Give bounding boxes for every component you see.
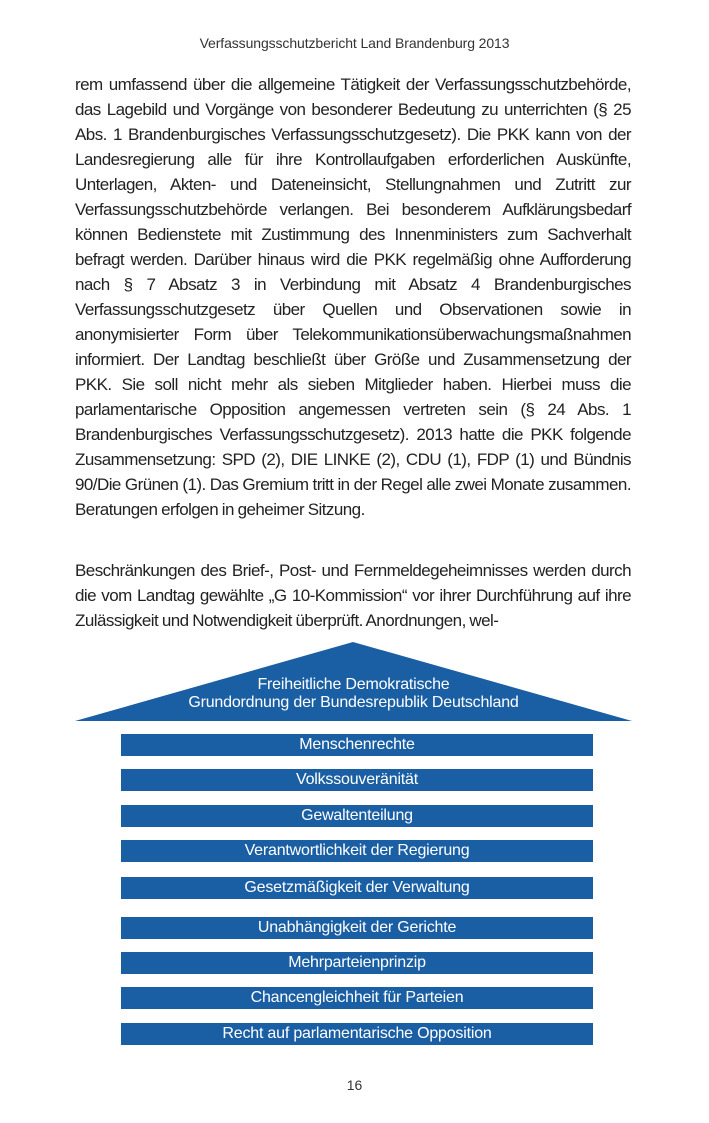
pillar-verantwortlichkeit-regierung: Verantwortlichkeit der Regierung xyxy=(121,840,593,862)
page-number: 16 xyxy=(346,1077,363,1093)
pillar-unabhaengigkeit-gerichte: Unabhängigkeit der Gerichte xyxy=(121,917,593,939)
pillar-menschenrechte: Menschenrechte xyxy=(121,734,593,756)
fdgo-diagram xyxy=(0,640,709,1050)
body-paragraph-1: rem umfassend über die allgemeine Tätigkeit der Verfassungsschutzbehörde, das Lagebild und Vorgänge von besonderer Bedeutung zu unterrichten (§ 25 Abs. 1 Brandenburgisches Verfassungsschutzgesetz). Die PKK kann von der Landesregierung alle für ihre Kontrollaufgaben erforderlichen Auskünfte, Unterlagen, Akten- und Dateneinsicht, Stellungnahmen und Zutritt zur Verfassungsschutzbehörde verlangen. Bei besonderem Aufklärungsbedarf können Bedienstete mit Zustimmung des Innenministers zum Sachverhalt befragt werden. Darüber hinaus wird die PKK regelmäßig ohne Aufforderung nach § 7 Absatz 3 in Verbindung mit Absatz 4 Brandenburgisches Verfassungsschutzgesetz über Quellen und Observationen sowie in anonymisierter Form über Telekommunikationsüberwachungsmaßnahmen informiert. Der Landtag beschließt über Größe und Zusammensetzung der PKK. Sie soll nicht mehr als sieben Mitglieder haben. Hierbei muss die parlamentarische Opposition angemessen vertreten sein (§ 24 Abs. 1 Brandenburgisches Verfassungsschutzgesetz). 2013 hatte die PKK folgende Zusammensetzung: SPD (2), DIE LINKE (2), CDU (1), FDP (1) und Bündnis 90/Die Grünen (1). Das Gremium tritt in der Regel alle zwei Monate zusammen. Beratungen erfolgen in geheimer Sitzung. xyxy=(75,75,631,519)
body-paragraph-2: Beschränkungen des Brief-, Post- und Fernmeldegeheimnisses werden durch die vom Landtag gewählte „G 10-Kommission“ vor ihrer Durchführung auf ihre Zulässigkeit und Notwendigkeit überprüft. Anordnungen, wel- xyxy=(75,561,631,630)
pillar-gesetzmaessigkeit-verwaltung: Gesetzmäßigkeit der Verwaltung xyxy=(121,877,593,899)
roof-title xyxy=(75,676,632,712)
roof-title-line-1: Freiheitliche Demokratische xyxy=(257,676,450,693)
pillar-volkssouveraenitaet: Volkssouveränität xyxy=(121,769,593,791)
running-header: Verfassungsschutzbericht Land Brandenburg 2013 xyxy=(199,35,510,51)
pillar-gewaltenteilung: Gewaltenteilung xyxy=(121,805,593,827)
pillar-chancengleichheit-parteien: Chancengleichheit für Parteien xyxy=(121,987,593,1009)
roof-title-line-2: Grundordnung der Bundesrepublik Deutschland xyxy=(188,694,519,711)
pillar-mehrparteienprinzip: Mehrparteienprinzip xyxy=(121,952,593,974)
pillar-parlamentarische-opposition: Recht auf parlamentarische Opposition xyxy=(121,1023,593,1045)
